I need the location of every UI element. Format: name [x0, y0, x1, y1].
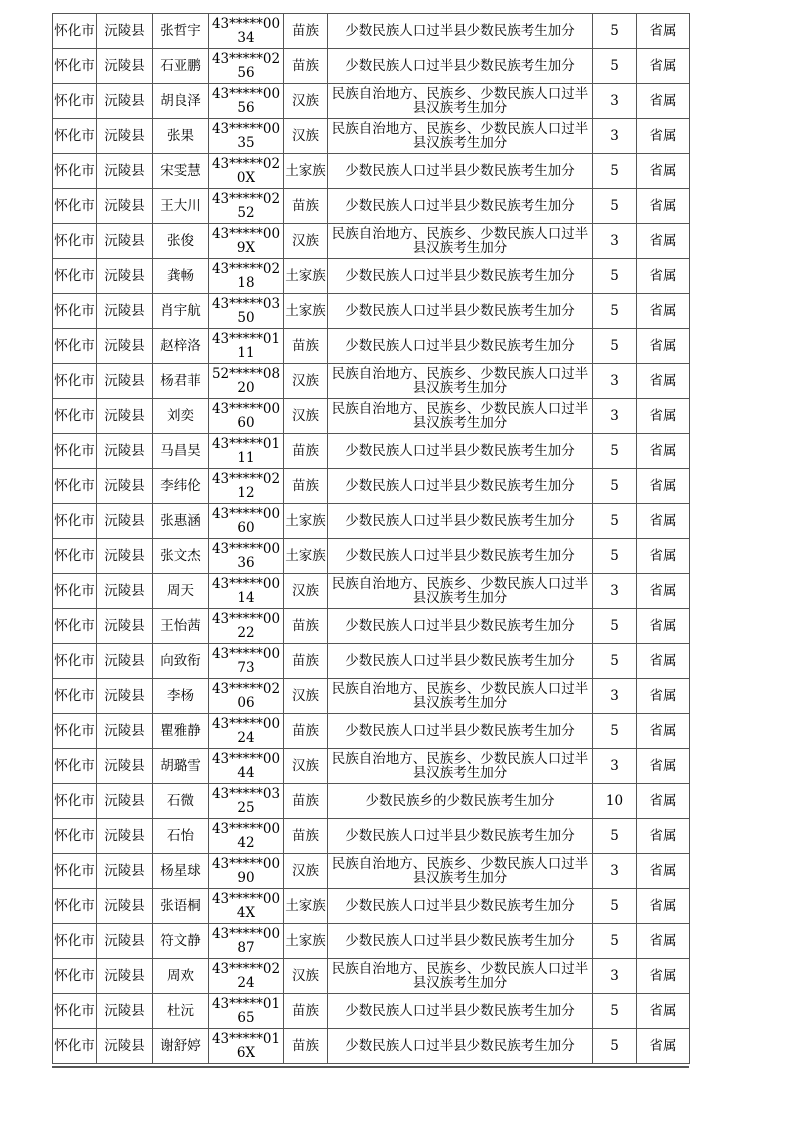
jurisdiction-cell: 省属: [637, 749, 690, 784]
name-cell: 赵梓洛: [153, 329, 209, 364]
jurisdiction-cell: 省属: [637, 329, 690, 364]
bonus-points-cell: 3: [593, 854, 637, 889]
table-row: [53, 154, 690, 189]
table-bottom-border: [52, 1066, 689, 1068]
jurisdiction-cell: 省属: [637, 84, 690, 119]
table-body: [53, 14, 690, 1064]
table-row: [53, 994, 690, 1029]
county-cell: 沅陵县: [97, 224, 153, 259]
county-cell: 沅陵县: [97, 504, 153, 539]
id-number-cell: 43*****0060: [209, 504, 284, 539]
table-row: [53, 609, 690, 644]
bonus-rule-cell: 少数民族人口过半县少数民族考生加分: [328, 14, 593, 49]
bonus-rule-cell: 民族自治地方、民族乡、少数民族人口过半县汉族考生加分: [328, 84, 593, 119]
bonus-points-cell: 3: [593, 364, 637, 399]
bonus-rule-cell: 民族自治地方、民族乡、少数民族人口过半县汉族考生加分: [328, 399, 593, 434]
bonus-rule-cell: 民族自治地方、民族乡、少数民族人口过半县汉族考生加分: [328, 679, 593, 714]
ethnicity-cell: 苗族: [284, 189, 328, 224]
county-cell: 沅陵县: [97, 259, 153, 294]
bonus-rule-cell: 少数民族人口过半县少数民族考生加分: [328, 189, 593, 224]
bonus-rule-cell: 少数民族人口过半县少数民族考生加分: [328, 644, 593, 679]
ethnicity-cell: 土家族: [284, 154, 328, 189]
jurisdiction-cell: 省属: [637, 924, 690, 959]
table-row: [53, 679, 690, 714]
county-cell: 沅陵县: [97, 819, 153, 854]
bonus-points-cell: 5: [593, 504, 637, 539]
name-cell: 刘奕: [153, 399, 209, 434]
name-cell: 石亚鹏: [153, 49, 209, 84]
table-row: [53, 224, 690, 259]
county-cell: 沅陵县: [97, 189, 153, 224]
bonus-rule-cell: 民族自治地方、民族乡、少数民族人口过半县汉族考生加分: [328, 959, 593, 994]
city-cell: 怀化市: [53, 784, 97, 819]
name-cell: 瞿雅静: [153, 714, 209, 749]
name-cell: 符文静: [153, 924, 209, 959]
id-number-cell: 43*****0165: [209, 994, 284, 1029]
bonus-points-cell: 5: [593, 189, 637, 224]
bonus-points-cell: 3: [593, 574, 637, 609]
name-cell: 王大川: [153, 189, 209, 224]
table-row: [53, 749, 690, 784]
county-cell: 沅陵县: [97, 994, 153, 1029]
id-number-cell: 43*****0024: [209, 714, 284, 749]
ethnicity-cell: 汉族: [284, 119, 328, 154]
id-number-cell: 43*****0035: [209, 119, 284, 154]
bonus-rule-cell: 民族自治地方、民族乡、少数民族人口过半县汉族考生加分: [328, 364, 593, 399]
jurisdiction-cell: 省属: [637, 14, 690, 49]
bonus-rule-cell: 少数民族人口过半县少数民族考生加分: [328, 154, 593, 189]
name-cell: 周欢: [153, 959, 209, 994]
county-cell: 沅陵县: [97, 49, 153, 84]
jurisdiction-cell: 省属: [637, 504, 690, 539]
bonus-rule-cell: 少数民族人口过半县少数民族考生加分: [328, 469, 593, 504]
bonus-points-cell: 5: [593, 924, 637, 959]
bonus-points-cell: 3: [593, 399, 637, 434]
county-cell: 沅陵县: [97, 959, 153, 994]
bonus-points-cell: 5: [593, 714, 637, 749]
city-cell: 怀化市: [53, 434, 97, 469]
table-row: [53, 49, 690, 84]
id-number-cell: 43*****0325: [209, 784, 284, 819]
city-cell: 怀化市: [53, 329, 97, 364]
table-row: [53, 189, 690, 224]
county-cell: 沅陵县: [97, 854, 153, 889]
table-row: [53, 819, 690, 854]
city-cell: 怀化市: [53, 714, 97, 749]
bonus-rule-cell: 民族自治地方、民族乡、少数民族人口过半县汉族考生加分: [328, 749, 593, 784]
ethnicity-cell: 苗族: [284, 329, 328, 364]
name-cell: 肖宇航: [153, 294, 209, 329]
id-number-cell: 43*****0042: [209, 819, 284, 854]
ethnicity-cell: 苗族: [284, 644, 328, 679]
jurisdiction-cell: 省属: [637, 574, 690, 609]
county-cell: 沅陵县: [97, 644, 153, 679]
jurisdiction-cell: 省属: [637, 959, 690, 994]
county-cell: 沅陵县: [97, 469, 153, 504]
bonus-rule-cell: 少数民族人口过半县少数民族考生加分: [328, 1029, 593, 1064]
ethnicity-cell: 土家族: [284, 259, 328, 294]
ethnicity-cell: 汉族: [284, 749, 328, 784]
city-cell: 怀化市: [53, 504, 97, 539]
bonus-points-cell: 5: [593, 14, 637, 49]
city-cell: 怀化市: [53, 84, 97, 119]
city-cell: 怀化市: [53, 539, 97, 574]
county-cell: 沅陵县: [97, 329, 153, 364]
city-cell: 怀化市: [53, 819, 97, 854]
name-cell: 张惠涵: [153, 504, 209, 539]
table-row: [53, 854, 690, 889]
name-cell: 张文杰: [153, 539, 209, 574]
city-cell: 怀化市: [53, 154, 97, 189]
ethnicity-cell: 苗族: [284, 994, 328, 1029]
county-cell: 沅陵县: [97, 84, 153, 119]
table-row: [53, 364, 690, 399]
city-cell: 怀化市: [53, 119, 97, 154]
ethnicity-cell: 苗族: [284, 49, 328, 84]
city-cell: 怀化市: [53, 644, 97, 679]
table-row: [53, 294, 690, 329]
city-cell: 怀化市: [53, 854, 97, 889]
city-cell: 怀化市: [53, 924, 97, 959]
name-cell: 谢舒婷: [153, 1029, 209, 1064]
table-row: [53, 259, 690, 294]
bonus-rule-cell: 少数民族人口过半县少数民族考生加分: [328, 49, 593, 84]
city-cell: 怀化市: [53, 224, 97, 259]
name-cell: 杨星球: [153, 854, 209, 889]
jurisdiction-cell: 省属: [637, 364, 690, 399]
city-cell: 怀化市: [53, 14, 97, 49]
city-cell: 怀化市: [53, 959, 97, 994]
city-cell: 怀化市: [53, 469, 97, 504]
city-cell: 怀化市: [53, 1029, 97, 1064]
bonus-points-cell: 5: [593, 539, 637, 574]
bonus-points-cell: 5: [593, 154, 637, 189]
name-cell: 胡良泽: [153, 84, 209, 119]
name-cell: 石微: [153, 784, 209, 819]
table-row: [53, 399, 690, 434]
county-cell: 沅陵县: [97, 574, 153, 609]
city-cell: 怀化市: [53, 49, 97, 84]
id-number-cell: 43*****0212: [209, 469, 284, 504]
jurisdiction-cell: 省属: [637, 679, 690, 714]
name-cell: 杨君菲: [153, 364, 209, 399]
county-cell: 沅陵县: [97, 749, 153, 784]
table-row: [53, 84, 690, 119]
name-cell: 李杨: [153, 679, 209, 714]
county-cell: 沅陵县: [97, 154, 153, 189]
ethnicity-cell: 汉族: [284, 959, 328, 994]
name-cell: 龚畅: [153, 259, 209, 294]
name-cell: 李纬伦: [153, 469, 209, 504]
county-cell: 沅陵县: [97, 539, 153, 574]
jurisdiction-cell: 省属: [637, 784, 690, 819]
table-row: [53, 539, 690, 574]
name-cell: 马昌昊: [153, 434, 209, 469]
ethnicity-cell: 苗族: [284, 1029, 328, 1064]
bonus-rule-cell: 民族自治地方、民族乡、少数民族人口过半县汉族考生加分: [328, 854, 593, 889]
jurisdiction-cell: 省属: [637, 119, 690, 154]
id-number-cell: 43*****0256: [209, 49, 284, 84]
id-number-cell: 43*****0056: [209, 84, 284, 119]
bonus-points-cell: 3: [593, 84, 637, 119]
bonus-rule-cell: 少数民族人口过半县少数民族考生加分: [328, 259, 593, 294]
ethnicity-cell: 汉族: [284, 399, 328, 434]
city-cell: 怀化市: [53, 574, 97, 609]
ethnicity-cell: 苗族: [284, 714, 328, 749]
bonus-points-cell: 5: [593, 434, 637, 469]
bonus-rule-cell: 少数民族人口过半县少数民族考生加分: [328, 819, 593, 854]
bonus-points-cell: 5: [593, 819, 637, 854]
ethnicity-cell: 汉族: [284, 679, 328, 714]
bonus-rule-cell: 少数民族人口过半县少数民族考生加分: [328, 504, 593, 539]
ethnicity-cell: 苗族: [284, 469, 328, 504]
table-row: [53, 504, 690, 539]
jurisdiction-cell: 省属: [637, 399, 690, 434]
table-row: [53, 714, 690, 749]
name-cell: 杜沅: [153, 994, 209, 1029]
county-cell: 沅陵县: [97, 14, 153, 49]
table-row: [53, 574, 690, 609]
ethnicity-cell: 土家族: [284, 889, 328, 924]
bonus-points-cell: 5: [593, 644, 637, 679]
id-number-cell: 43*****0090: [209, 854, 284, 889]
jurisdiction-cell: 省属: [637, 224, 690, 259]
name-cell: 张俊: [153, 224, 209, 259]
jurisdiction-cell: 省属: [637, 609, 690, 644]
bonus-rule-cell: 少数民族乡的少数民族考生加分: [328, 784, 593, 819]
bonus-rule-cell: 少数民族人口过半县少数民族考生加分: [328, 294, 593, 329]
ethnicity-cell: 汉族: [284, 574, 328, 609]
bonus-points-cell: 3: [593, 679, 637, 714]
county-cell: 沅陵县: [97, 784, 153, 819]
ethnicity-cell: 土家族: [284, 294, 328, 329]
bonus-points-cell: 3: [593, 119, 637, 154]
ethnicity-cell: 苗族: [284, 784, 328, 819]
table-row: [53, 924, 690, 959]
ethnicity-cell: 土家族: [284, 504, 328, 539]
table-row: [53, 329, 690, 364]
jurisdiction-cell: 省属: [637, 539, 690, 574]
county-cell: 沅陵县: [97, 1029, 153, 1064]
ethnicity-cell: 苗族: [284, 434, 328, 469]
bonus-points-cell: 3: [593, 749, 637, 784]
bonus-points-cell: 5: [593, 294, 637, 329]
ethnicity-cell: 苗族: [284, 609, 328, 644]
city-cell: 怀化市: [53, 889, 97, 924]
table-row: [53, 119, 690, 154]
ethnicity-cell: 汉族: [284, 224, 328, 259]
id-number-cell: 43*****004X: [209, 889, 284, 924]
ethnicity-cell: 汉族: [284, 84, 328, 119]
name-cell: 石怡: [153, 819, 209, 854]
id-number-cell: 43*****0252: [209, 189, 284, 224]
bonus-rule-cell: 民族自治地方、民族乡、少数民族人口过半县汉族考生加分: [328, 574, 593, 609]
bonus-rule-cell: 少数民族人口过半县少数民族考生加分: [328, 434, 593, 469]
county-cell: 沅陵县: [97, 679, 153, 714]
ethnicity-cell: 汉族: [284, 364, 328, 399]
table-row: [53, 889, 690, 924]
bonus-points-cell: 5: [593, 1029, 637, 1064]
bonus-rule-cell: 少数民族人口过半县少数民族考生加分: [328, 714, 593, 749]
jurisdiction-cell: 省属: [637, 1029, 690, 1064]
ethnicity-cell: 苗族: [284, 14, 328, 49]
bonus-points-table: [52, 13, 690, 1064]
jurisdiction-cell: 省属: [637, 994, 690, 1029]
bonus-rule-cell: 民族自治地方、民族乡、少数民族人口过半县汉族考生加分: [328, 119, 593, 154]
id-number-cell: 43*****0111: [209, 329, 284, 364]
bonus-points-cell: 3: [593, 959, 637, 994]
name-cell: 胡璐雪: [153, 749, 209, 784]
jurisdiction-cell: 省属: [637, 819, 690, 854]
bonus-rule-cell: 少数民族人口过半县少数民族考生加分: [328, 994, 593, 1029]
id-number-cell: 43*****0350: [209, 294, 284, 329]
id-number-cell: 43*****0044: [209, 749, 284, 784]
id-number-cell: 43*****0073: [209, 644, 284, 679]
bonus-rule-cell: 少数民族人口过半县少数民族考生加分: [328, 889, 593, 924]
id-number-cell: 43*****0224: [209, 959, 284, 994]
table-row: [53, 434, 690, 469]
id-number-cell: 43*****0087: [209, 924, 284, 959]
county-cell: 沅陵县: [97, 119, 153, 154]
bonus-points-cell: 5: [593, 469, 637, 504]
id-number-cell: 43*****0218: [209, 259, 284, 294]
county-cell: 沅陵县: [97, 399, 153, 434]
county-cell: 沅陵县: [97, 434, 153, 469]
city-cell: 怀化市: [53, 994, 97, 1029]
city-cell: 怀化市: [53, 679, 97, 714]
name-cell: 张语桐: [153, 889, 209, 924]
county-cell: 沅陵县: [97, 924, 153, 959]
id-number-cell: 43*****020X: [209, 154, 284, 189]
city-cell: 怀化市: [53, 399, 97, 434]
id-number-cell: 43*****0014: [209, 574, 284, 609]
table-row: [53, 469, 690, 504]
id-number-cell: 43*****0060: [209, 399, 284, 434]
jurisdiction-cell: 省属: [637, 469, 690, 504]
bonus-points-cell: 5: [593, 259, 637, 294]
county-cell: 沅陵县: [97, 364, 153, 399]
id-number-cell: 43*****0022: [209, 609, 284, 644]
jurisdiction-cell: 省属: [637, 434, 690, 469]
bonus-rule-cell: 少数民族人口过半县少数民族考生加分: [328, 329, 593, 364]
city-cell: 怀化市: [53, 294, 97, 329]
name-cell: 张哲宇: [153, 14, 209, 49]
jurisdiction-cell: 省属: [637, 259, 690, 294]
ethnicity-cell: 苗族: [284, 819, 328, 854]
ethnicity-cell: 土家族: [284, 924, 328, 959]
bonus-points-cell: 5: [593, 889, 637, 924]
id-number-cell: 43*****0036: [209, 539, 284, 574]
jurisdiction-cell: 省属: [637, 854, 690, 889]
table-row: [53, 959, 690, 994]
ethnicity-cell: 汉族: [284, 854, 328, 889]
id-number-cell: 43*****0111: [209, 434, 284, 469]
city-cell: 怀化市: [53, 749, 97, 784]
bonus-points-cell: 10: [593, 784, 637, 819]
county-cell: 沅陵县: [97, 294, 153, 329]
city-cell: 怀化市: [53, 609, 97, 644]
id-number-cell: 43*****0034: [209, 14, 284, 49]
bonus-rule-cell: 少数民族人口过半县少数民族考生加分: [328, 609, 593, 644]
id-number-cell: 43*****0206: [209, 679, 284, 714]
jurisdiction-cell: 省属: [637, 644, 690, 679]
name-cell: 张果: [153, 119, 209, 154]
county-cell: 沅陵县: [97, 889, 153, 924]
id-number-cell: 43*****009X: [209, 224, 284, 259]
ethnicity-cell: 土家族: [284, 539, 328, 574]
bonus-rule-cell: 少数民族人口过半县少数民族考生加分: [328, 539, 593, 574]
name-cell: 王怡茜: [153, 609, 209, 644]
bonus-points-cell: 5: [593, 994, 637, 1029]
jurisdiction-cell: 省属: [637, 49, 690, 84]
name-cell: 宋雯慧: [153, 154, 209, 189]
county-cell: 沅陵县: [97, 609, 153, 644]
table-row: [53, 1029, 690, 1064]
bonus-rule-cell: 少数民族人口过半县少数民族考生加分: [328, 924, 593, 959]
bonus-points-cell: 5: [593, 609, 637, 644]
jurisdiction-cell: 省属: [637, 889, 690, 924]
name-cell: 向致衔: [153, 644, 209, 679]
name-cell: 周天: [153, 574, 209, 609]
bonus-points-cell: 5: [593, 49, 637, 84]
jurisdiction-cell: 省属: [637, 714, 690, 749]
bonus-rule-cell: 民族自治地方、民族乡、少数民族人口过半县汉族考生加分: [328, 224, 593, 259]
jurisdiction-cell: 省属: [637, 154, 690, 189]
jurisdiction-cell: 省属: [637, 294, 690, 329]
id-number-cell: 43*****016X: [209, 1029, 284, 1064]
city-cell: 怀化市: [53, 259, 97, 294]
table-row: [53, 14, 690, 49]
bonus-points-cell: 5: [593, 329, 637, 364]
jurisdiction-cell: 省属: [637, 189, 690, 224]
bonus-points-cell: 3: [593, 224, 637, 259]
county-cell: 沅陵县: [97, 714, 153, 749]
table-row: [53, 784, 690, 819]
table-row: [53, 644, 690, 679]
id-number-cell: 52*****0820: [209, 364, 284, 399]
city-cell: 怀化市: [53, 364, 97, 399]
city-cell: 怀化市: [53, 189, 97, 224]
